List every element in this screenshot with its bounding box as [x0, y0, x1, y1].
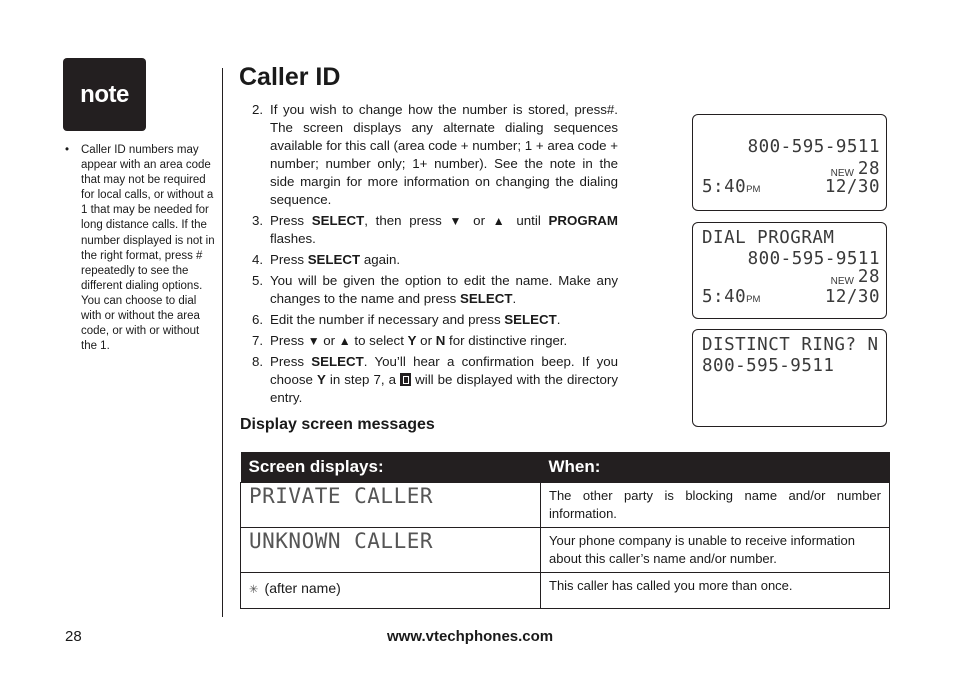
- step-4: [252, 251, 618, 269]
- no-label: N: [435, 333, 446, 348]
- section-subheading: Display screen messages: [240, 416, 435, 433]
- table-row: [241, 573, 890, 609]
- step-text: If you wish to change how the number is stored, press#. The screen displays any alternate dialing sequences available for this call (area code + number; 1 + area code + number; number only; 1+ number). See the note in the side margin for more information on changing the dialing sequence.: [270, 102, 618, 207]
- step-text: or: [319, 333, 339, 348]
- after-name-label: (after name): [264, 580, 341, 596]
- side-note: [65, 143, 217, 354]
- lcd-number: 800-595-9511: [747, 137, 880, 157]
- step-text: .: [512, 291, 517, 306]
- steps-list: [252, 101, 618, 410]
- lcd-screen-2: [692, 222, 887, 319]
- program-label: PROGRAM: [548, 213, 618, 228]
- select-key-label: SELECT: [459, 291, 513, 306]
- step-number: 5.: [252, 273, 264, 288]
- step-8: [252, 353, 618, 407]
- yes-label: Y: [316, 372, 326, 387]
- lcd-time-value: 5:40: [702, 287, 747, 307]
- step-text: . You’ll hear a confirmation beep. If you choose: [270, 354, 619, 387]
- lcd-header: DIAL PROGRAM: [702, 228, 835, 248]
- lcd-screen-1: [692, 114, 887, 211]
- footer-url: www.vtechphones.com: [387, 628, 554, 645]
- lcd-number: 800-595-9511: [747, 249, 880, 269]
- distinctive-ring-icon: [400, 373, 411, 386]
- side-note-text: Caller ID numbers may appear with an area code that may not be required for local calls, or without a 1 that may be needed for long distance calls. If the number displayed is not in the right format, press # repeatedly to see the different dialing options. You can choose to dial with or without the area code, or with or without the 1.: [81, 144, 215, 353]
- step-text: to select: [350, 333, 408, 348]
- up-arrow-icon: ▲: [338, 334, 351, 348]
- when-cell: The other party is blocking name and/or number information.: [541, 483, 890, 528]
- step-text: will be displayed with the directory entry.: [270, 372, 618, 405]
- column-header-when: When:: [541, 452, 890, 483]
- step-text: or: [465, 213, 493, 228]
- vertical-divider: [222, 68, 223, 617]
- step-number: 6.: [252, 312, 264, 327]
- when-cell: Your phone company is unable to receive information about this caller’s name and/or number.: [541, 528, 890, 573]
- note-badge: [63, 58, 146, 131]
- step-number: 8.: [252, 354, 264, 369]
- screen-display-cell: PRIVATE CALLER: [241, 483, 541, 528]
- step-text: You will be given the option to edit the name. Make any changes to the name and press: [270, 273, 618, 306]
- when-cell: This caller has called you more than once.: [541, 573, 890, 609]
- lcd-screen-3: [692, 329, 887, 427]
- step-text: Press: [270, 252, 308, 267]
- step-number: 7.: [252, 333, 264, 348]
- step-3: [252, 212, 618, 248]
- lcd-line-1: DISTINCT RING? N: [702, 335, 879, 355]
- column-header-screen: Screen displays:: [241, 452, 541, 483]
- step-5: [252, 272, 618, 308]
- step-text: Press: [270, 213, 312, 228]
- table-row: [241, 528, 890, 573]
- repeat-caller-star-icon: ✳: [249, 579, 259, 597]
- display-messages-table: [240, 452, 890, 609]
- step-text: or: [416, 333, 436, 348]
- step-text: again.: [360, 252, 401, 267]
- step-text: Press: [270, 333, 308, 348]
- table-header-row: [241, 452, 890, 483]
- bullet-icon: •: [65, 144, 70, 156]
- step-7: [252, 332, 618, 350]
- lcd-ampm: PM: [746, 294, 761, 305]
- step-number: 2.: [252, 102, 264, 117]
- page-number: 28: [65, 628, 82, 645]
- select-key-label: SELECT: [311, 354, 364, 369]
- lcd-new-label: NEW: [830, 276, 854, 287]
- lcd-line-2: 800-595-9511: [702, 356, 835, 376]
- step-text: .: [556, 312, 561, 327]
- select-key-label: SELECT: [311, 213, 365, 228]
- step-text: in step 7, a: [325, 372, 401, 387]
- lcd-time-value: 5:40: [702, 177, 747, 197]
- down-arrow-icon: ▼: [449, 214, 466, 228]
- up-arrow-icon: ▲: [492, 214, 509, 228]
- step-text: for distinctive ringer.: [445, 333, 568, 348]
- step-2: [252, 101, 618, 209]
- step-text: Edit the number if necessary and press: [270, 312, 505, 327]
- lcd-time: [702, 287, 760, 307]
- lcd-new-label: NEW: [830, 168, 854, 179]
- lcd-new-count: 28: [857, 267, 880, 287]
- step-number: 4.: [252, 252, 264, 267]
- step-text: , then press: [364, 213, 450, 228]
- table-row: [241, 483, 890, 528]
- down-arrow-icon: ▼: [307, 334, 320, 348]
- lcd-date: 12/30: [824, 287, 880, 307]
- page-title: Caller ID: [239, 63, 341, 91]
- lcd-time: [702, 177, 760, 197]
- step-text: Press: [270, 354, 312, 369]
- screen-display-cell: [241, 573, 541, 609]
- lcd-new-count: 28: [857, 159, 880, 179]
- note-badge-label: note: [80, 80, 129, 108]
- lcd-date: 12/30: [824, 177, 880, 197]
- step-text: until: [508, 213, 549, 228]
- yes-label: Y: [407, 333, 417, 348]
- lcd-ampm: PM: [746, 184, 761, 195]
- select-key-label: SELECT: [504, 312, 557, 327]
- step-6: [252, 311, 618, 329]
- step-number: 3.: [252, 213, 264, 228]
- select-key-label: SELECT: [307, 252, 361, 267]
- step-text: flashes.: [270, 231, 316, 246]
- screen-display-cell: UNKNOWN CALLER: [241, 528, 541, 573]
